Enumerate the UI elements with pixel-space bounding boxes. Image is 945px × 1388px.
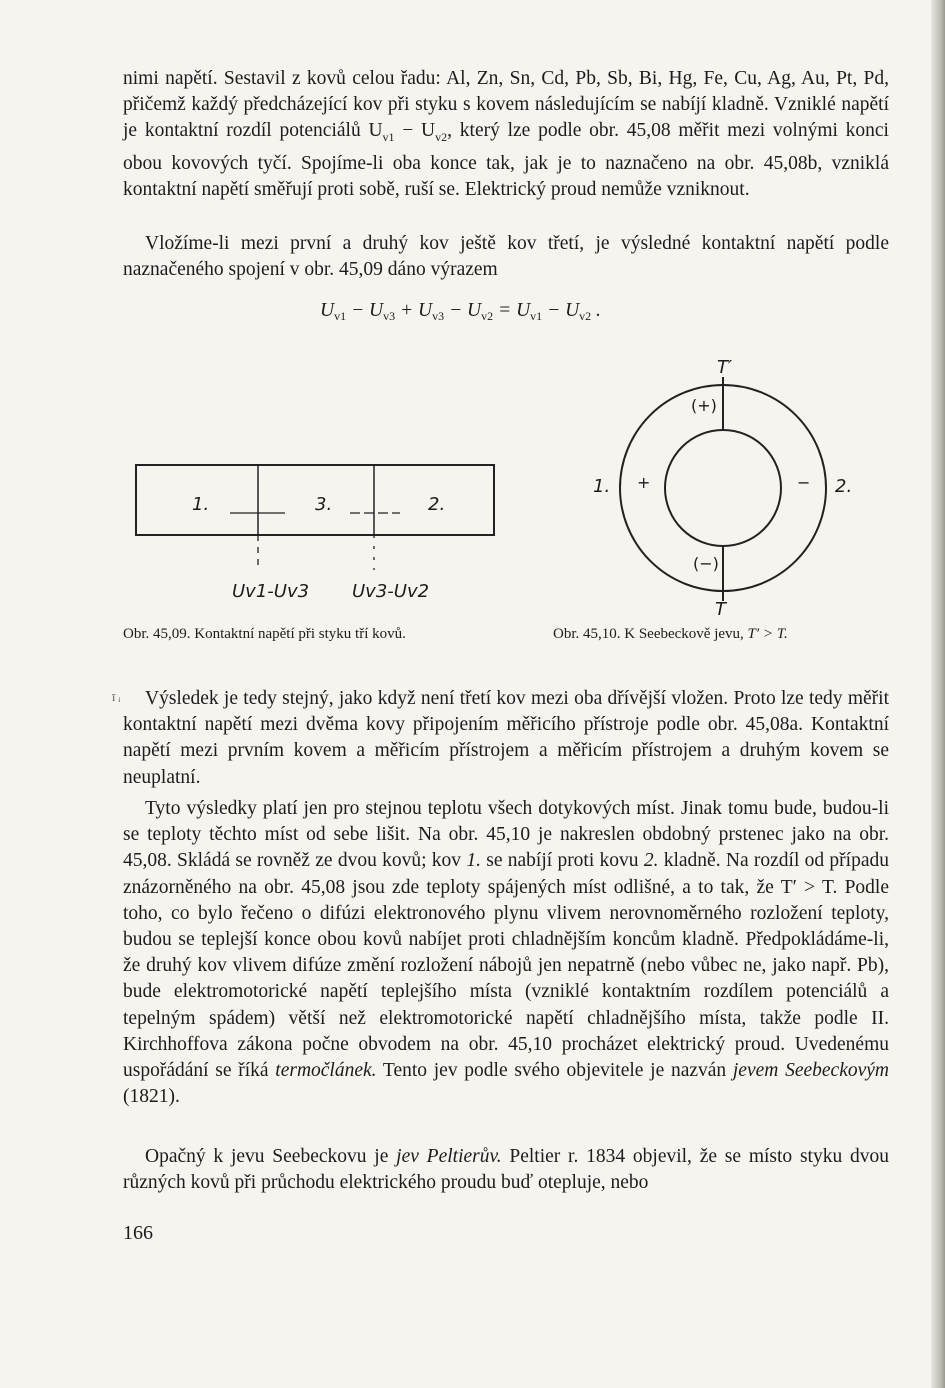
text-run: Peltier r. 1834 objevil, že se místo styku dvou různých kovů při průchodu elektrického proudu buď otepluje, nebo [123, 1146, 889, 1194]
voltage-label-right: Uv3-Uv2 [352, 581, 430, 602]
text-run: − U [394, 120, 436, 142]
sign-right-label: − [797, 473, 811, 492]
subscript: v3 [383, 309, 396, 323]
operator: − [449, 300, 463, 321]
metal-3-label: 3. [315, 494, 333, 515]
text-run: (1821). [123, 1086, 180, 1108]
italic-term: 1. [466, 850, 481, 872]
text-run: se nabíjí proti kovu [480, 850, 644, 872]
metal-2-label: 2. [428, 494, 446, 515]
text-run: Opačný k jevu Seebeckovu je [145, 1146, 397, 1167]
caption-fig-45-09: Obr. 45,09. Kontaktní napětí při styku tří kovů. [123, 626, 406, 642]
italic-term: 2. [643, 850, 659, 872]
operator: − [547, 300, 561, 321]
metal-2-label: 2. [835, 476, 853, 497]
subscript: v1 [334, 309, 347, 323]
charge-cold-label: (−) [693, 554, 719, 573]
caption-fig-45-10 [553, 626, 788, 643]
text-run: Tyto výsledky platí jen pro stejnou teplotu všech dotykových míst. Jinak tomu bude, budou-li se teploty těchto míst od sebe lišit. Na obr. 45,10 je nakreslen obdobný prstenec jako na obr. 45,08. Skládá se rovněž ze dvou kovů; kov [123, 798, 889, 872]
italic-term: jevem Seebeckovým [732, 1060, 889, 1082]
margin-mark: ī ᵢ [112, 690, 121, 704]
subscript: v1 [382, 130, 395, 145]
temperature-hot-label: T′ [717, 357, 733, 378]
caption-math: T′ > T. [747, 626, 788, 642]
symbol: U [565, 300, 580, 321]
italic-term: jev Peltierův. [396, 1146, 502, 1167]
symbol: U [418, 300, 433, 321]
page-number: 166 [123, 1222, 153, 1244]
paragraph-1 [123, 66, 889, 203]
paragraph-2: Vložíme-li mezi první a druhý kov ještě kov třetí, je výsledné kontaktní napětí podle naznačeného spojení v obr. 45,09 dáno výrazem [123, 233, 889, 281]
symbol: U [320, 300, 335, 321]
caption-text: Obr. 45,10. K Seebeckově jevu, [553, 626, 748, 642]
paragraph-4 [123, 796, 889, 1110]
sign-left-label: + [637, 473, 651, 492]
subscript: v2 [579, 309, 592, 323]
text-run: Tento jev podle svého objevitele je nazván [376, 1060, 733, 1082]
operator: + [399, 300, 414, 321]
operator: = [498, 300, 512, 321]
paragraph-5 [123, 1144, 889, 1196]
text-run: kladně. Na rozdíl od případu znázorněného na obr. 45,08 jsou zde teploty spájených míst odlišné, a to tak, že T′ > T. Podle toho, co bylo řečeno o difúzi elektronového plynu vlivem nerovnoměrného rozložení teploty, budou se teplejší konce obou kovů nabíjet proti chladnějším koncům kladně. Předpokládáme-li, že druhý kov vlivem difúze změní rozložení nábojů jen nepatrně (nebo vůbec ne, jako např. Pb), bude elektromotorické napětí teplejšího místa (vzniklé kontaktním rozdílem potenciálů a tepelným spádem) větší než elektromotorické napětí chladnějšího místa, takže podle II. Kirchhoffova zákona počne obvodem na obr. 45,10 procházet elektrický proud. Uvedenému uspořádání se říká [123, 850, 889, 1082]
figure-three-metals [120, 455, 510, 615]
ring-inner [665, 430, 781, 546]
text-run: , který lze podle obr. 45,08 měřit mezi volnými konci obou kovových tyčí. Spojíme-li oba konce tak, jak je to naznačeno na obr. 45,08b, vzniklá kontaktní napětí směřují proti sobě, ruší se. Elektrický proud nemůže vzniknout. [123, 120, 889, 200]
paragraph-3: Výsledek je tedy stejný, jako když není třetí kov mezi oba dřívější vložen. Proto lze tedy měřit kontaktní napětí mezi dvěma kovy připojením měřicího přístroje podle obr. 45,08a. Kontaktní napětí mezi prvním kovem a měřicím přístrojem a měřicím přístrojem a druhým kovem se neuplatní. [123, 688, 889, 788]
metal-1-label: 1. [593, 476, 611, 497]
temperature-cold-label: T [715, 599, 726, 620]
metal-1-label: 1. [192, 494, 210, 515]
subscript: v2 [481, 309, 494, 323]
symbol: U [467, 300, 482, 321]
subscript: v3 [432, 309, 445, 323]
charge-hot-label: (+) [691, 396, 717, 415]
subscript: v1 [530, 309, 543, 323]
operator: − [350, 300, 365, 321]
voltage-label-left: Uv1-Uv3 [232, 581, 310, 602]
operator: . [596, 300, 601, 321]
formula-contact-voltage [320, 300, 740, 324]
italic-term: termočlánek. [275, 1060, 377, 1082]
symbol: U [369, 300, 384, 321]
symbol: U [516, 300, 531, 321]
figure-seebeck-ring [585, 355, 875, 620]
subscript: v2 [435, 130, 448, 145]
page-edge-shadow [931, 0, 945, 1388]
text-run: nimi napětí. Sestavil z kovů celou řadu: Al, Zn, Sn, Cd, Pb, Sb, Bi, Hg, Fe, Cu, Ag, Au, Pt, Pd, přičemž každý předcházející kov při styku s kovem následujícím se nabíjí kladně. Vzniklé napětí je kontaktní rozdíl potenciálů U [123, 68, 889, 142]
